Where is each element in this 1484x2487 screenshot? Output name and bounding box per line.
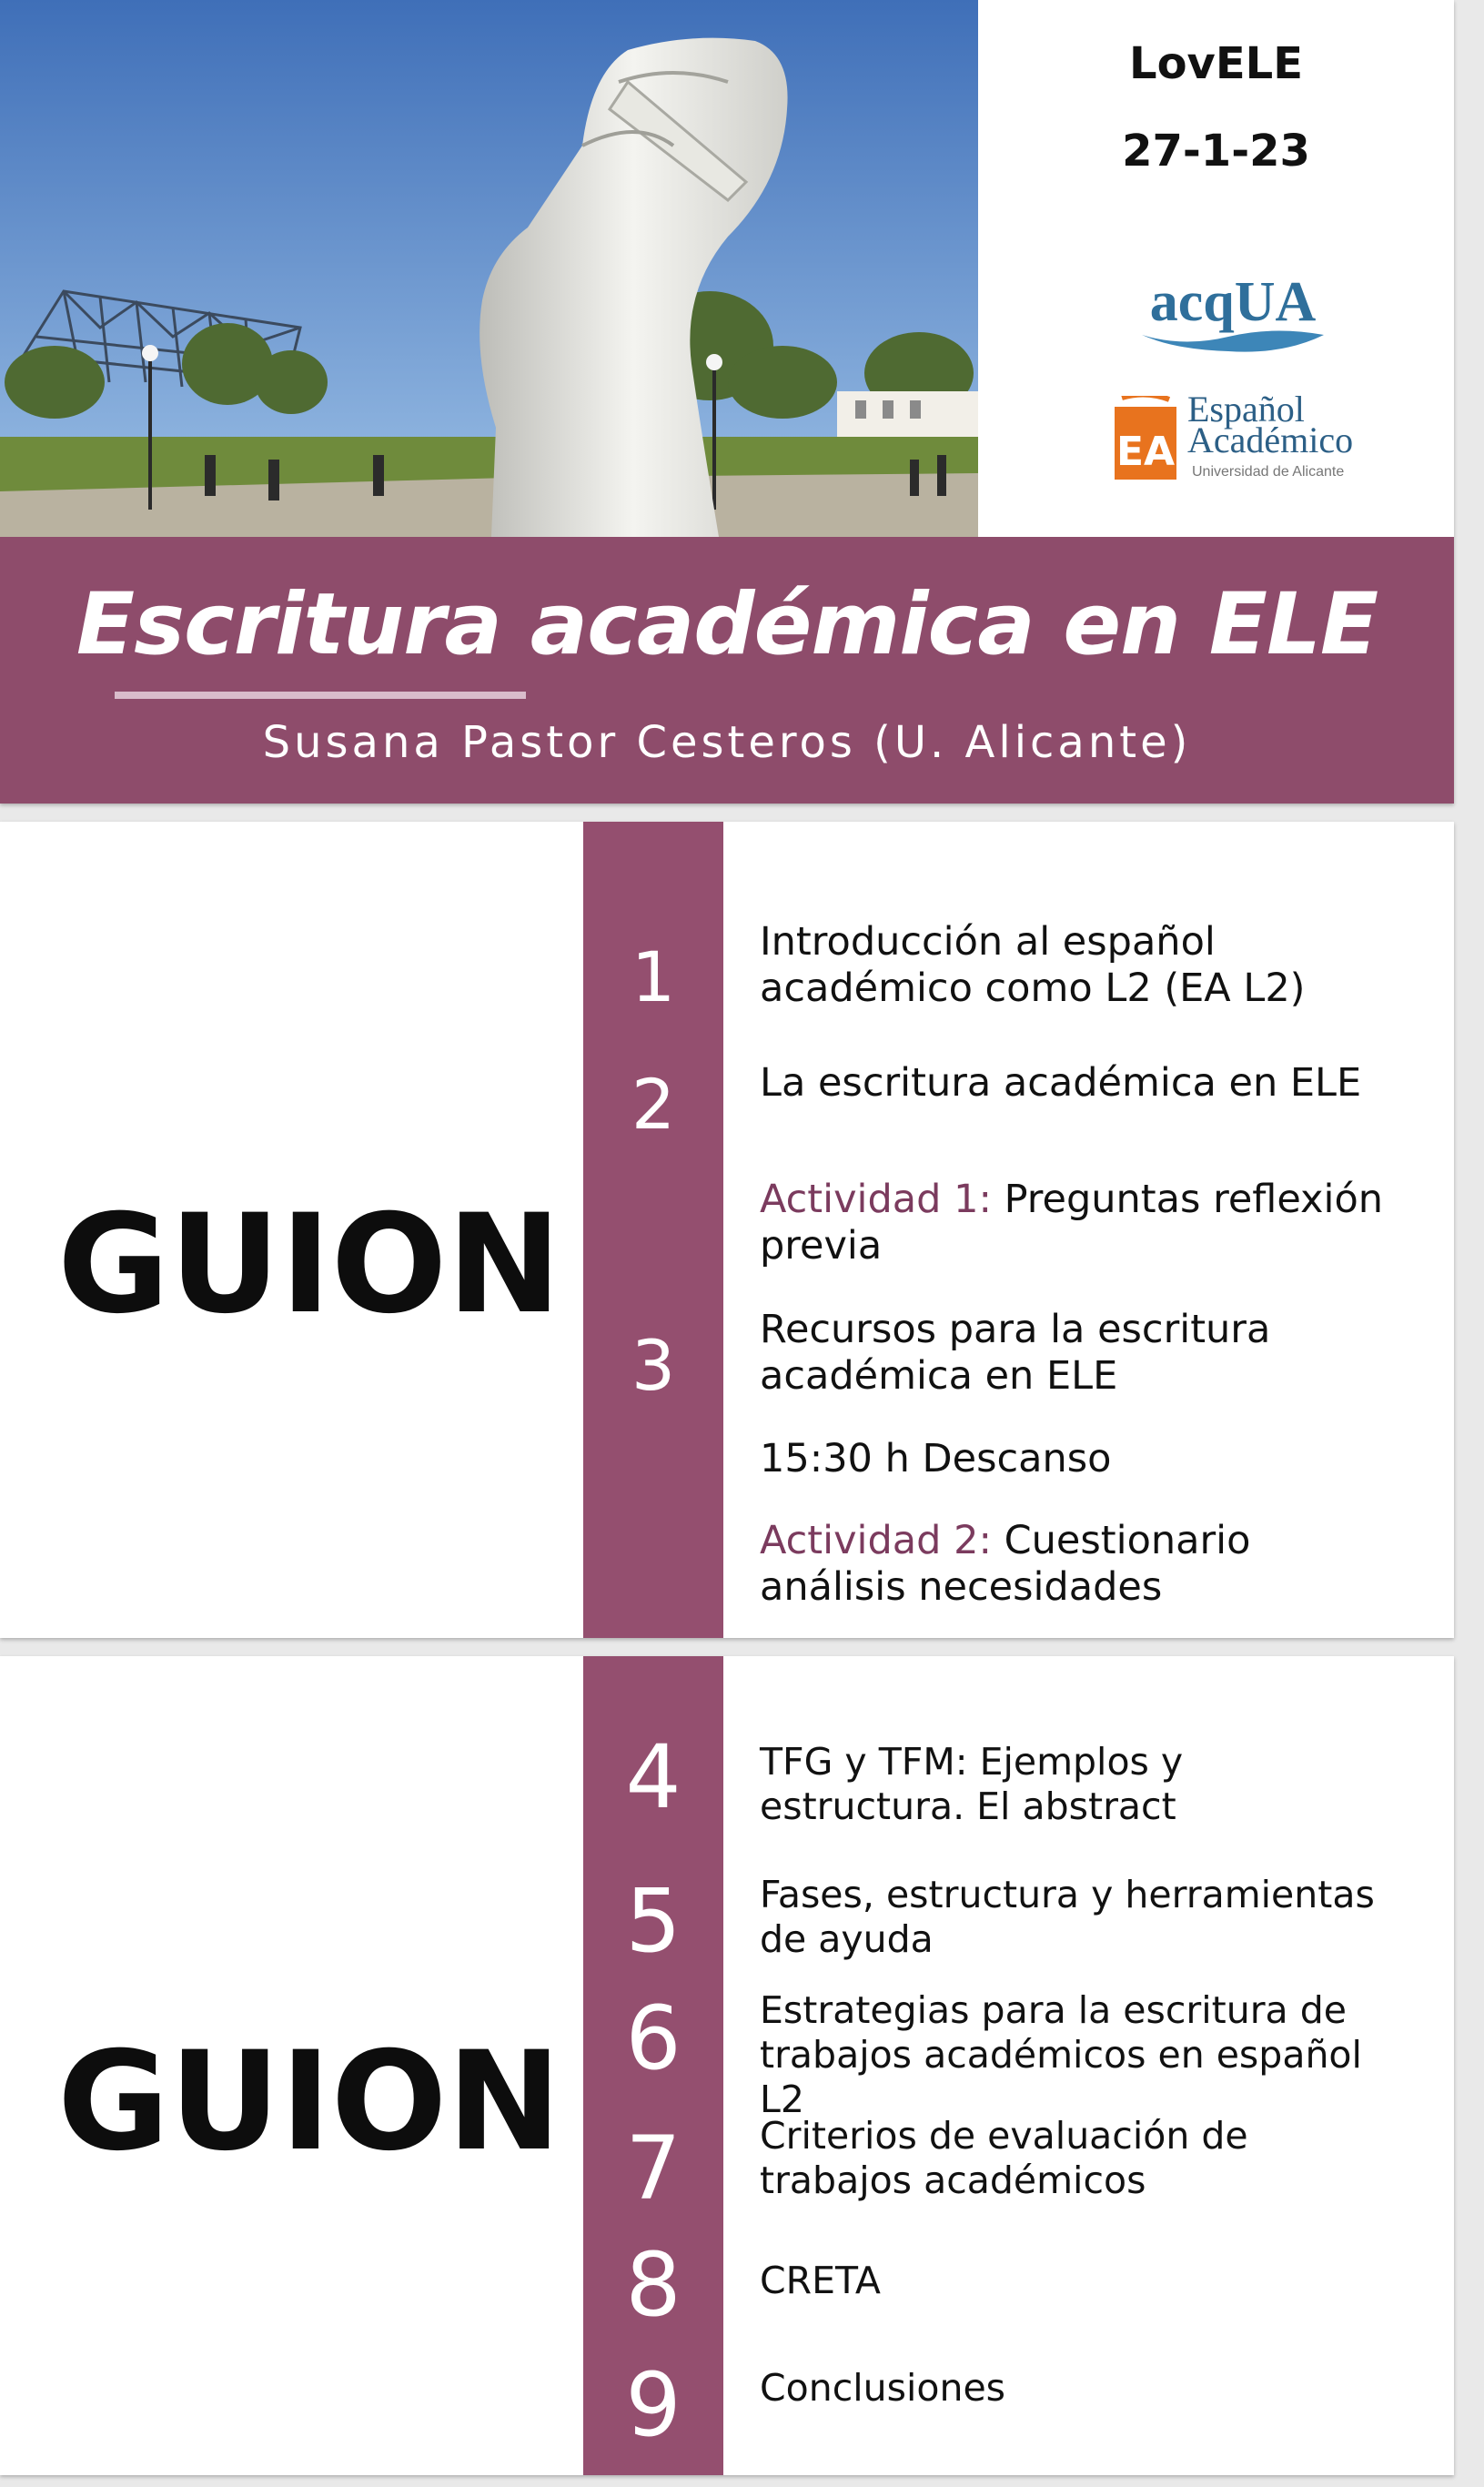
- agenda-item-activity: [760, 1177, 1397, 1269]
- event-name: LovELE: [1128, 38, 1303, 89]
- agenda-item: CRETA: [760, 2259, 881, 2302]
- campus-sculpture-photo: [0, 0, 978, 537]
- agenda-item-break: 15:30 h Descanso: [760, 1436, 1112, 1481]
- agenda-heading: GUION: [57, 1186, 561, 1344]
- ea-logo-mark: EA: [1116, 429, 1176, 475]
- agenda-slide-2: [0, 1656, 1454, 2475]
- item-number: 3: [631, 1325, 676, 1406]
- activity-label: Actividad 1:: [760, 1177, 992, 1222]
- author-line: Susana Pastor Cesteros (U. Alicante): [262, 717, 1192, 768]
- agenda-item: Fases, estructura y herramientas de ayuda: [760, 1873, 1375, 1962]
- item-number: 1: [631, 936, 676, 1017]
- event-info-panel: [978, 0, 1454, 537]
- item-number: 8: [625, 2234, 681, 2336]
- item-number: 2: [631, 1064, 676, 1145]
- agenda-item: Recursos para la escritura académica en ELE: [760, 1307, 1271, 1400]
- agenda-item: Estrategias para la escritura de trabajos académicos en español L2: [760, 1988, 1362, 2122]
- agenda-item: TFG y TFM: Ejemplos y estructura. El abstract: [760, 1740, 1184, 1829]
- ea-logo-line3: Universidad de Alicante: [1192, 464, 1345, 480]
- title-band: [0, 537, 1454, 804]
- presentation-title: Escritura académica en ELE: [76, 575, 1378, 674]
- espanol-academico-logo: [1115, 391, 1442, 491]
- acqua-logo-text: acqUA: [1149, 271, 1317, 333]
- agenda-item: Introducción al español académico como L2 (EA L2): [760, 919, 1306, 1012]
- agenda-item: La escritura académica en ELE: [760, 1060, 1362, 1106]
- event-date: 27-1-23: [1122, 126, 1310, 177]
- item-number: 6: [625, 1987, 681, 2089]
- ea-logo-line1: Español: [1187, 389, 1305, 430]
- item-number: 4: [625, 1726, 681, 1828]
- activity-text: Cuestionario análisis necesidades: [760, 1518, 1251, 1611]
- agenda-item: Conclusiones: [760, 2366, 1006, 2410]
- item-number: 9: [625, 2354, 681, 2456]
- number-column: [583, 1656, 723, 2475]
- ea-logo-line2: Académico: [1187, 420, 1354, 460]
- agenda-slide-1: [0, 822, 1454, 1638]
- title-divider: [115, 692, 526, 699]
- activity-label: Actividad 2:: [760, 1518, 992, 1563]
- item-number: 5: [625, 1870, 681, 1972]
- acqua-logo: [1128, 264, 1338, 364]
- activity-text: Preguntas reflexión previa: [760, 1177, 1384, 1269]
- agenda-item: Criterios de evaluación de trabajos académicos: [760, 2114, 1248, 2203]
- item-number: 7: [625, 2118, 681, 2219]
- cover-slide: [0, 0, 1454, 804]
- agenda-heading: GUION: [57, 2023, 561, 2181]
- number-column: [583, 822, 723, 1638]
- agenda-item-activity: [760, 1518, 1397, 1611]
